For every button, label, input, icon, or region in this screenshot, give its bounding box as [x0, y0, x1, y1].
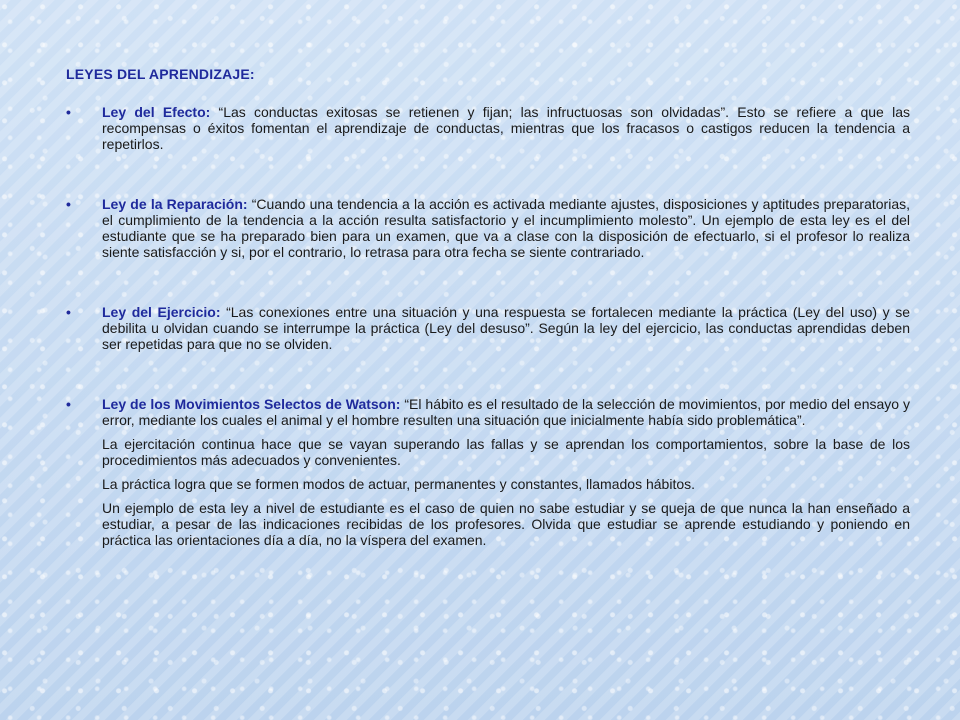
law-item-ejercicio — [66, 304, 910, 352]
law-term: Ley del Ejercicio: — [102, 304, 221, 320]
law-item-efecto — [66, 104, 910, 152]
bullet-icon: • — [66, 396, 71, 412]
law-extra-paragraph: La ejercitación continua hace que se vayan superando las fallas y se aprendan los comportamientos, sobre la base de los procedimientos más adecuados y convenientes. — [102, 436, 910, 468]
page-title: LEYES DEL APRENDIZAJE: — [66, 66, 255, 82]
law-paragraph — [102, 396, 910, 428]
law-text: “Las conexiones entre una situación y una respuesta se fortalecen mediante la práctica (Ley del uso) y se debilita u olvidan cuando se interrumpe la práctica (Ley del desuso”. Según la ley del ejercicio, las conductas aprendidas deben ser repetidas para que no se olviden. — [102, 304, 910, 352]
bullet-icon: • — [66, 104, 71, 120]
law-term: Ley del Efecto: — [102, 104, 211, 120]
law-text: “Las conductas exitosas se retienen y fijan; las infructuosas son olvidadas”. Esto se refiere a que las recompensas o éxitos fomentan el aprendizaje de conductas, mientras que los fracasos o castigos reducen la tendencia a repetirlos. — [102, 104, 910, 152]
bullet-icon: • — [66, 304, 71, 320]
law-extra-paragraph: Un ejemplo de esta ley a nivel de estudiante es el caso de quien no sabe estudiar y se queja de que nunca la han enseñado a estudiar, a pesar de las indicaciones recibidas de los profesores. Olvida que estudiar se aprende estudiando y poniendo en práctica las orientaciones día a día, no la víspera del examen. — [102, 500, 910, 548]
law-text: “Cuando una tendencia a la acción es activada mediante ajustes, disposiciones y aptitudes preparatorias, el cumplimiento de la tendencia a la acción resulta satisfactorio y el incumplimiento molesto”. Un ejemplo de esta ley es el del estudiante que se ha preparado bien para un examen, que va a clase con la disposición de efectuarlo, si el profesor lo realiza siente satisfacción y si, por el contrario, lo retrasa para otra fecha se siente contrariado. — [102, 196, 910, 260]
law-item-watson — [66, 396, 910, 548]
law-text: “El hábito es el resultado de la selección de movimientos, por medio del ensayo y error, mediante los cuales el animal y el hombre resulten una situación que inicialmente había sido problemática”. — [102, 396, 910, 428]
law-paragraph — [102, 104, 910, 152]
law-item-reparacion — [66, 196, 910, 260]
slide-content — [66, 66, 910, 548]
law-paragraph — [102, 196, 910, 260]
law-extra-paragraph: La práctica logra que se formen modos de actuar, permanentes y constantes, llamados hábitos. — [102, 476, 696, 492]
law-term: Ley de la Reparación: — [102, 196, 248, 212]
bullet-icon: • — [66, 196, 71, 212]
law-term: Ley de los Movimientos Selectos de Watson: — [102, 396, 401, 412]
law-paragraph — [102, 304, 910, 352]
